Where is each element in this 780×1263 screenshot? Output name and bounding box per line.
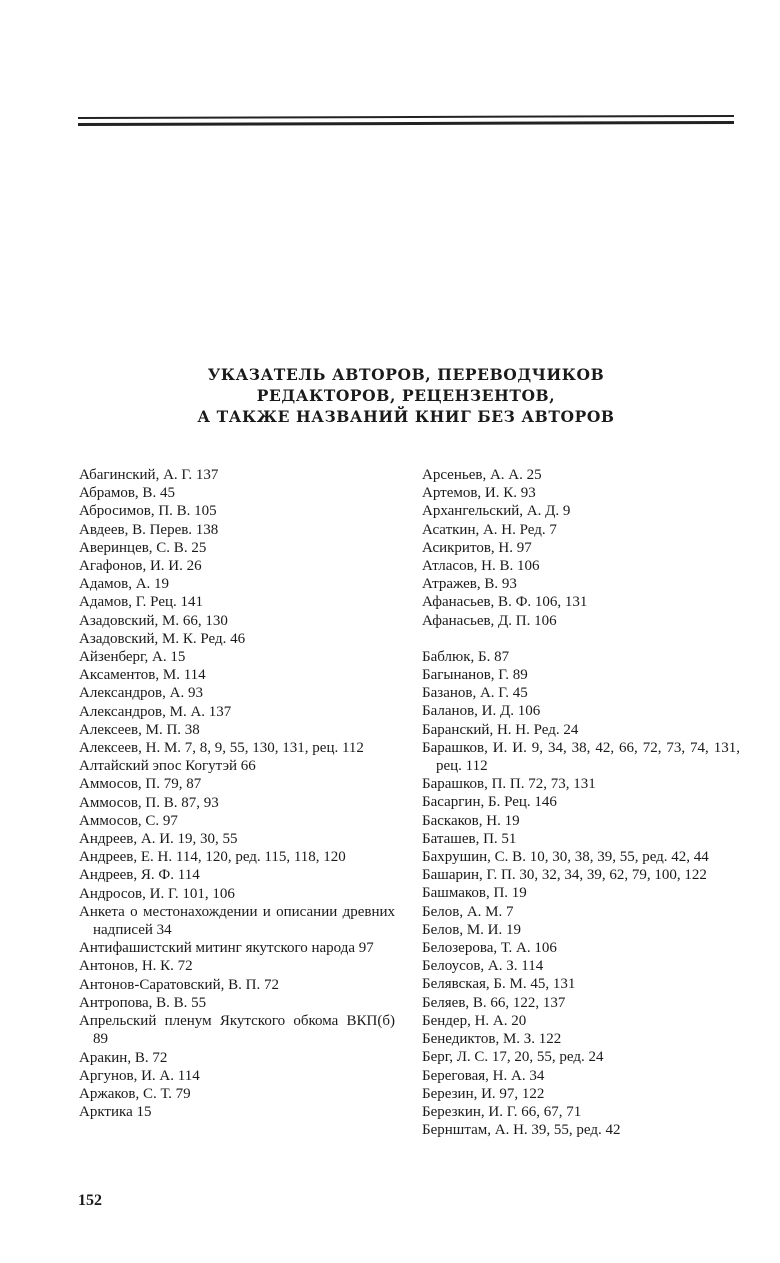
index-entry: Барашков, И. И. 9, 34, 38, 42, 66, 72, 73, 74, 131, рец. 112	[422, 739, 740, 775]
heading-line: А ТАКЖЕ НАЗВАНИЙ КНИГ БЕЗ АВТОРОВ	[197, 407, 615, 426]
index-group-b	[422, 648, 740, 1139]
index-entry: Александров, М. А. 137	[79, 703, 232, 720]
index-entry: Антифашистский митинг якутского народа 97	[79, 940, 374, 957]
index-entry: Бернштам, А. Н. 39, 55, ред. 42	[422, 1122, 621, 1139]
index-entry: Белов, М. И. 19	[422, 921, 522, 938]
index-entry: Анкета о местонахождении и описании древних надписей 34	[79, 903, 395, 939]
index-entry: Барашков, П. П. 72, 73, 131	[422, 776, 596, 793]
index-entry: Башмаков, П. 19	[422, 885, 527, 902]
index-entry: Асаткин, А. Н. Ред. 7	[422, 521, 557, 538]
index-entry: Береговая, Н. А. 34	[422, 1067, 545, 1084]
index-entry: Айзенберг, А. 15	[79, 649, 186, 666]
index-entry: Атражев, В. 93	[422, 576, 517, 593]
index-entry: Березин, И. 97, 122	[422, 1085, 545, 1102]
index-entry: Адамов, Г. Рец. 141	[79, 594, 204, 611]
index-entry: Аксаментов, М. 114	[79, 667, 206, 684]
index-entry: Артемов, И. К. 93	[422, 485, 536, 502]
top-rule-thick	[78, 121, 734, 126]
index-entry: Басаргин, Б. Рец. 146	[422, 794, 557, 811]
index-entry: Апрельский пленум Якутского обкома ВКП(б) 89	[79, 1013, 395, 1048]
index-entry: Аммосов, П. 79, 87	[79, 776, 202, 793]
index-entry: Азадовский, М. К. Ред. 46	[79, 630, 246, 647]
index-entry: Архангельский, А. Д. 9	[422, 503, 571, 520]
index-entry: Алексеев, Н. М. 7, 8, 9, 55, 130, 131, рец. 112	[79, 740, 364, 757]
index-entry: Антропова, В. В. 55	[79, 994, 207, 1011]
index-entry: Антонов, Н. К. 72	[79, 958, 193, 975]
index-entry: Адамов, А. 19	[79, 576, 170, 593]
index-entry: Беляев, В. 66, 122, 137	[422, 994, 566, 1011]
index-entry: Андреев, Я. Ф. 114	[79, 867, 200, 884]
heading-line: РЕДАКТОРОВ, РЕЦЕНЗЕНТОВ,	[256, 386, 556, 405]
index-entry: Бендер, Н. А. 20	[422, 1012, 527, 1029]
index-entry: Аммосов, С. 97	[79, 812, 178, 829]
index-entry: Базанов, А. Г. 45	[422, 685, 528, 702]
letter-group-gap	[422, 630, 740, 648]
index-entry: Арсеньев, А. А. 25	[422, 467, 542, 483]
index-entry: Баранский, Н. Н. Ред. 24	[422, 721, 579, 738]
index-entry: Аржаков, С. Т. 79	[79, 1085, 191, 1102]
index-entry: Афанасьев, В. Ф. 106, 131	[422, 594, 588, 611]
index-entry: Башарин, Г. П. 30, 32, 34, 39, 62, 79, 100, 122	[422, 867, 707, 884]
index-entry: Багынанов, Г. 89	[422, 667, 528, 684]
top-rule	[78, 115, 734, 119]
index-entry: Берг, Л. С. 17, 20, 55, ред. 24	[422, 1049, 604, 1066]
page-heading	[0, 364, 780, 427]
index-entry: Баскаков, Н. 19	[422, 812, 520, 829]
index-entry: Асикритов, Н. 97	[422, 539, 532, 556]
index-left-column	[79, 466, 395, 1121]
index-entry: Баташев, П. 51	[422, 830, 517, 847]
index-entry: Аверинцев, С. В. 25	[79, 539, 207, 556]
index-entry: Белов, А. М. 7	[422, 903, 514, 920]
index-entry: Азадовский, М. 66, 130	[79, 612, 228, 629]
index-entry: Абросимов, П. В. 105	[79, 503, 217, 520]
index-entry: Авдеев, В. Перев. 138	[79, 521, 219, 538]
index-entry: Белявская, Б. М. 45, 131	[422, 976, 576, 993]
index-entry: Баланов, И. Д. 106	[422, 703, 541, 720]
index-entry: Белозерова, Т. А. 106	[422, 940, 557, 957]
index-entry: Александров, А. 93	[79, 685, 203, 702]
index-entry: Баблюк, Б. 87	[422, 648, 510, 665]
index-entry: Андросов, И. Г. 101, 106	[79, 885, 235, 902]
index-entry: Бенедиктов, М. З. 122	[422, 1031, 562, 1048]
index-entry: Арктика 15	[79, 1104, 152, 1121]
index-entry: Аргунов, И. А. 114	[79, 1067, 200, 1084]
index-entry: Андреев, Е. Н. 114, 120, ред. 115, 118, 120	[79, 849, 346, 866]
index-entry: Аракин, В. 72	[79, 1049, 168, 1066]
index-entry: Бахрушин, С. В. 10, 30, 38, 39, 55, ред. 42, 44	[422, 849, 709, 866]
index-entry: Агафонов, И. И. 26	[79, 558, 202, 575]
index-group-a	[422, 466, 740, 630]
index-entry: Абрамов, В. 45	[79, 485, 175, 502]
index-entry: Абагинский, А. Г. 137	[79, 467, 219, 483]
index-entry: Атласов, Н. В. 106	[422, 558, 540, 575]
index-entry: Алтайский эпос Когутэй 66	[79, 758, 256, 775]
index-entry: Антонов-Саратовский, В. П. 72	[79, 976, 279, 993]
index-entry: Алексеев, М. П. 38	[79, 721, 200, 738]
index-entry: Андреев, А. И. 19, 30, 55	[79, 831, 238, 848]
index-entry: Березкин, И. Г. 66, 67, 71	[422, 1103, 582, 1120]
index-entry: Белоусов, А. З. 114	[422, 958, 544, 975]
index-right-column	[422, 466, 740, 1139]
heading-line: УКАЗАТЕЛЬ АВТОРОВ, ПЕРЕВОДЧИКОВ	[207, 365, 605, 384]
index-entry: Аммосов, П. В. 87, 93	[79, 794, 219, 811]
index-entry: Афанасьев, Д. П. 106	[422, 612, 557, 629]
page-number: 152	[78, 1192, 102, 1209]
